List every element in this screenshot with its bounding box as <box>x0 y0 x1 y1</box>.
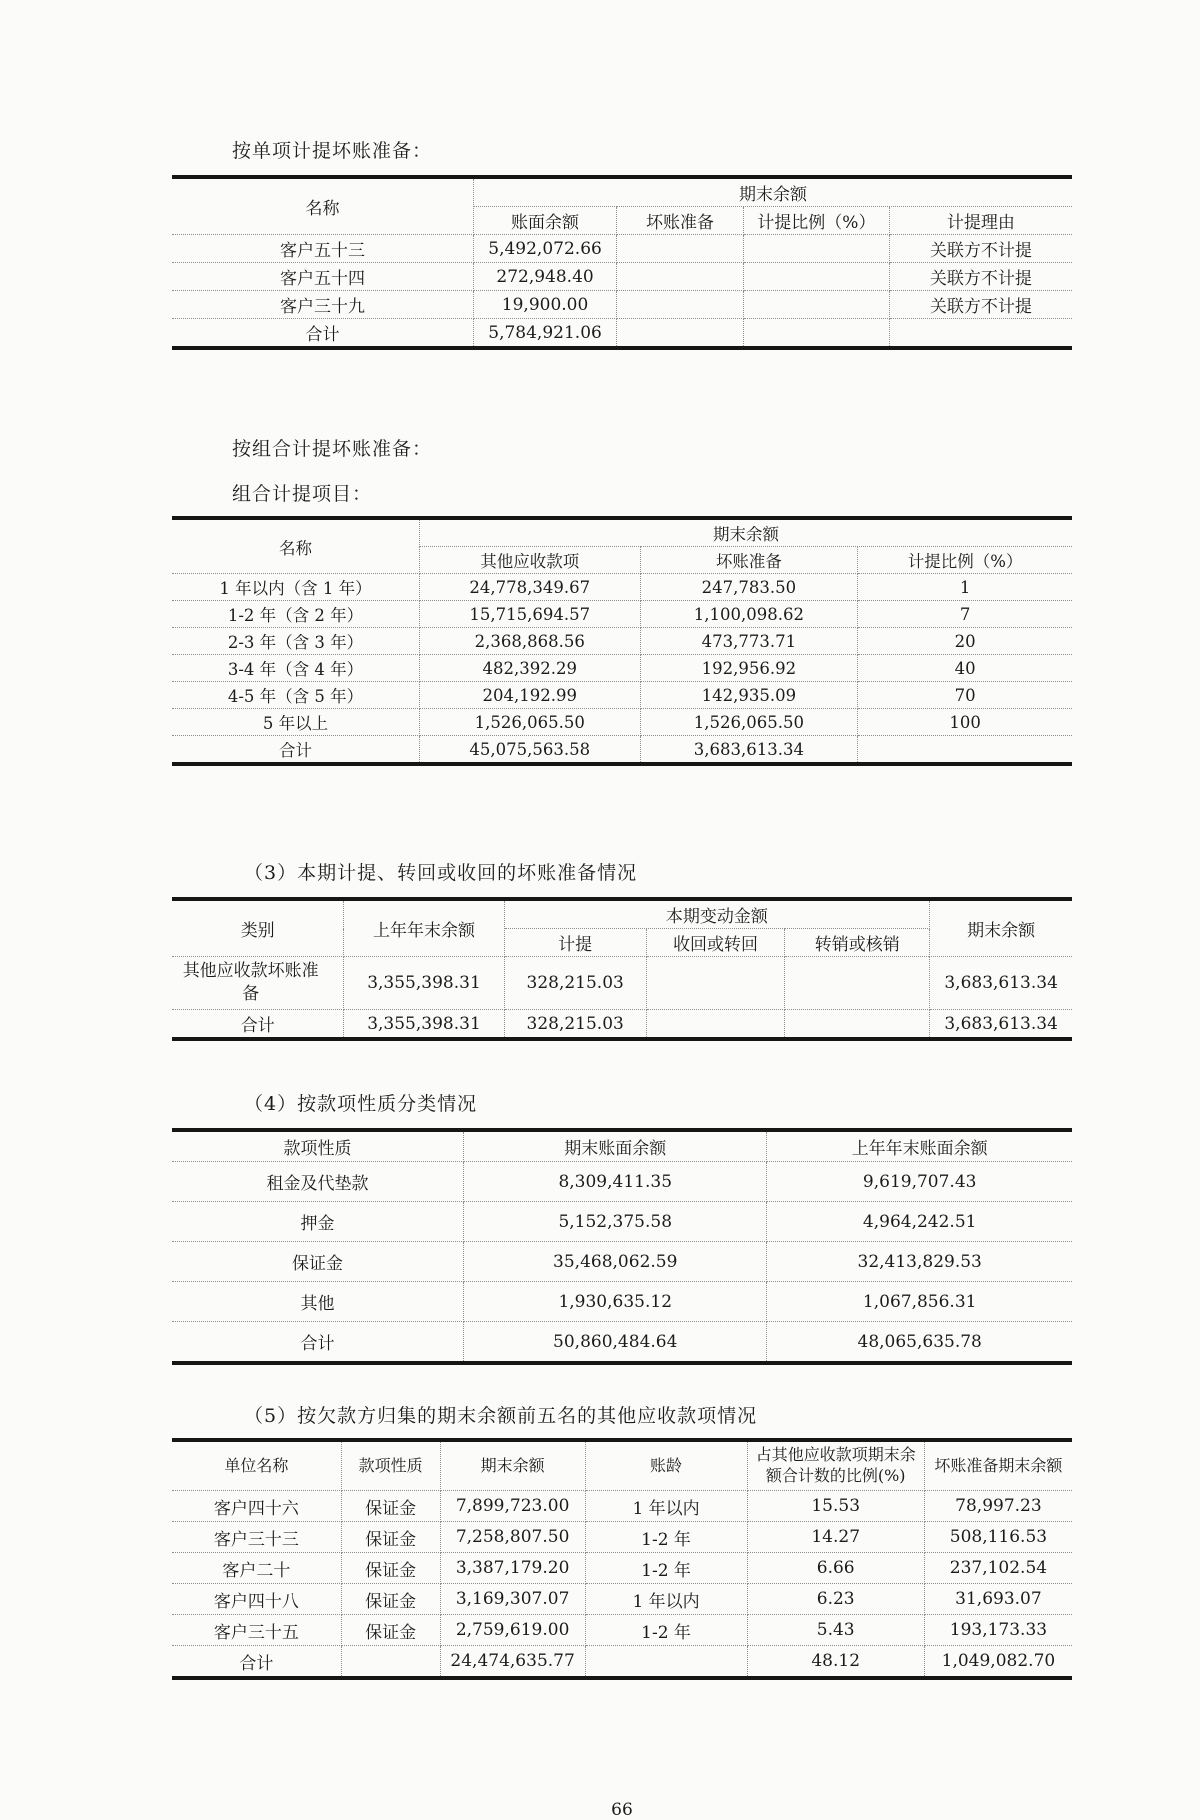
cell-ratio-of-total: 5.43 <box>747 1615 924 1646</box>
cell-provision-ratio <box>743 291 889 319</box>
cell-prior-year-balance: 3,355,398.31 <box>344 957 504 1010</box>
col-header-entity-name: 单位名称 <box>172 1440 341 1491</box>
cell-provision-ending-balance: 78,997.23 <box>924 1491 1072 1522</box>
cell-nature: 保证金 <box>172 1242 464 1282</box>
cell-total-book-balance: 5,784,921.06 <box>474 319 617 349</box>
cell-total-provision-reason <box>889 319 1072 349</box>
table-row <box>172 1615 1072 1646</box>
section-heading-nature-classification: （4）按款项性质分类情况 <box>244 1093 478 1115</box>
cell-book-balance: 272,948.40 <box>474 263 617 291</box>
cell-prior-year-book-balance: 9,619,707.43 <box>767 1162 1072 1202</box>
cell-aging: 1 年以内 <box>585 1491 747 1522</box>
cell-total-nature <box>341 1646 440 1679</box>
table-row <box>172 263 1072 291</box>
cell-aging-band: 5 年以上 <box>172 709 420 736</box>
col-header-ending-balance-group: 期末余额 <box>474 177 1073 207</box>
cell-provision-reason: 关联方不计提 <box>889 235 1072 263</box>
cell-prior-year-book-balance: 32,413,829.53 <box>767 1242 1072 1282</box>
cell-category: 其他应收款坏账准备 <box>172 957 344 1010</box>
table-total-row <box>172 736 1072 765</box>
cell-total-provision-ending-balance: 1,049,082.70 <box>924 1646 1072 1679</box>
cell-other-receivables: 15,715,694.57 <box>420 601 641 628</box>
cell-nature: 保证金 <box>341 1553 440 1584</box>
cell-ending-balance: 3,683,613.34 <box>930 957 1072 1010</box>
cell-nature: 保证金 <box>341 1584 440 1615</box>
cell-ratio-of-total: 14.27 <box>747 1522 924 1553</box>
nature-classification-table <box>172 1128 1072 1365</box>
table-row <box>172 1162 1072 1202</box>
section-heading-individual-provision: 按单项计提坏账准备： <box>232 140 433 162</box>
cell-aging: 1-2 年 <box>585 1553 747 1584</box>
cell-entity-name: 客户三十三 <box>172 1522 341 1553</box>
cell-entity-name: 客户三十五 <box>172 1615 341 1646</box>
col-header-ending-balance-group: 期末余额 <box>420 518 1073 547</box>
table-row <box>172 1491 1072 1522</box>
cell-total-recovered-reversed <box>646 1010 785 1040</box>
table-row <box>172 957 1072 1010</box>
col-header-nature: 款项性质 <box>341 1440 440 1491</box>
cell-provision-ending-balance: 237,102.54 <box>924 1553 1072 1584</box>
table-row <box>172 601 1072 628</box>
cell-provision-ratio: 20 <box>858 628 1072 655</box>
cell-provision-ratio <box>743 235 889 263</box>
col-header-nature: 款项性质 <box>172 1130 464 1162</box>
cell-total-written-off <box>785 1010 930 1040</box>
cell-book-balance: 5,492,072.66 <box>474 235 617 263</box>
cell-bad-debt-provision <box>617 235 744 263</box>
individual-provision-table <box>172 175 1072 350</box>
cell-provision-ratio: 7 <box>858 601 1072 628</box>
cell-aging-band: 1-2 年（含 2 年） <box>172 601 420 628</box>
cell-other-receivables: 482,392.29 <box>420 655 641 682</box>
cell-other-receivables: 1,526,065.50 <box>420 709 641 736</box>
cell-provision-reason: 关联方不计提 <box>889 291 1072 319</box>
cell-ending-book-balance: 35,468,062.59 <box>464 1242 767 1282</box>
cell-entity-name: 客户二十 <box>172 1553 341 1584</box>
col-header-bad-debt-provision: 坏账准备 <box>640 547 858 574</box>
section-subheading-portfolio-items: 组合计提项目： <box>232 483 373 505</box>
table-total-row <box>172 1646 1072 1679</box>
cell-entity-name: 客户四十六 <box>172 1491 341 1522</box>
cell-nature: 保证金 <box>341 1491 440 1522</box>
cell-ratio-of-total: 15.53 <box>747 1491 924 1522</box>
cell-provision-ratio: 70 <box>858 682 1072 709</box>
cell-total-prior-year-book-balance: 48,065,635.78 <box>767 1322 1072 1364</box>
table-row <box>172 1522 1072 1553</box>
cell-customer-name: 客户五十三 <box>172 235 474 263</box>
col-header-ratio-of-total: 占其他应收款项期末余额合计数的比例(%) <box>747 1440 924 1491</box>
table-header-row <box>172 1440 1072 1491</box>
col-header-current-change-group: 本期变动金额 <box>504 899 930 929</box>
cell-total-prior-year-balance: 3,355,398.31 <box>344 1010 504 1040</box>
table-header-row <box>172 899 1072 929</box>
cell-bad-debt-provision: 142,935.09 <box>640 682 858 709</box>
cell-provision-ending-balance: 31,693.07 <box>924 1584 1072 1615</box>
cell-customer-name: 客户三十九 <box>172 291 474 319</box>
cell-aging-band: 2-3 年（含 3 年） <box>172 628 420 655</box>
cell-ratio-of-total: 6.23 <box>747 1584 924 1615</box>
col-header-name: 名称 <box>172 177 474 235</box>
cell-bad-debt-provision: 1,100,098.62 <box>640 601 858 628</box>
cell-nature: 租金及代垫款 <box>172 1162 464 1202</box>
table-row <box>172 682 1072 709</box>
cell-total-label: 合计 <box>172 1322 464 1364</box>
cell-ratio-of-total: 6.66 <box>747 1553 924 1584</box>
cell-total-ending-book-balance: 50,860,484.64 <box>464 1322 767 1364</box>
cell-aging: 1-2 年 <box>585 1522 747 1553</box>
cell-ending-book-balance: 8,309,411.35 <box>464 1162 767 1202</box>
col-header-recovered-reversed: 收回或转回 <box>646 929 785 957</box>
cell-provision-ratio: 100 <box>858 709 1072 736</box>
table-row <box>172 1584 1072 1615</box>
section-heading-provision-movement: （3）本期计提、转回或收回的坏账准备情况 <box>244 862 638 884</box>
cell-provision-ratio: 1 <box>858 574 1072 601</box>
cell-aging: 1 年以内 <box>585 1584 747 1615</box>
section-heading-portfolio-provision: 按组合计提坏账准备： <box>232 438 433 460</box>
col-header-provision-ending-balance: 坏账准备期末余额 <box>924 1440 1072 1491</box>
cell-other-receivables: 204,192.99 <box>420 682 641 709</box>
cell-total-provision-ratio <box>858 736 1072 765</box>
col-header-aging: 账龄 <box>585 1440 747 1491</box>
page-number: 66 <box>611 1800 633 1820</box>
cell-book-balance: 19,900.00 <box>474 291 617 319</box>
cell-provision-ending-balance: 193,173.33 <box>924 1615 1072 1646</box>
top-five-debtors-table <box>172 1438 1072 1680</box>
cell-provision-ratio <box>743 263 889 291</box>
table-header-row <box>172 1130 1072 1162</box>
cell-ending-balance: 2,759,619.00 <box>440 1615 585 1646</box>
cell-bad-debt-provision: 473,773.71 <box>640 628 858 655</box>
portfolio-provision-table <box>172 516 1072 766</box>
cell-total-bad-debt-provision: 3,683,613.34 <box>640 736 858 765</box>
cell-prior-year-book-balance: 1,067,856.31 <box>767 1282 1072 1322</box>
section-heading-top-five-debtors: （5）按欠款方归集的期末余额前五名的其他应收款项情况 <box>244 1405 758 1427</box>
table-row <box>172 1282 1072 1322</box>
col-header-provision-reason: 计提理由 <box>889 207 1072 235</box>
col-header-name: 名称 <box>172 518 420 574</box>
col-header-ending-balance: 期末余额 <box>930 899 1072 957</box>
cell-total-label: 合计 <box>172 1010 344 1040</box>
cell-aging: 1-2 年 <box>585 1615 747 1646</box>
cell-ending-balance: 7,899,723.00 <box>440 1491 585 1522</box>
cell-aging-band: 4-5 年（含 5 年） <box>172 682 420 709</box>
col-header-prior-year-balance: 上年年末余额 <box>344 899 504 957</box>
table-total-row <box>172 1010 1072 1040</box>
cell-total-ending-balance: 24,474,635.77 <box>440 1646 585 1679</box>
cell-aging-band: 3-4 年（含 4 年） <box>172 655 420 682</box>
table-total-row <box>172 319 1072 349</box>
cell-total-bad-debt-provision <box>617 319 744 349</box>
cell-ending-book-balance: 1,930,635.12 <box>464 1282 767 1322</box>
cell-ending-balance: 7,258,807.50 <box>440 1522 585 1553</box>
cell-other-receivables: 2,368,868.56 <box>420 628 641 655</box>
cell-customer-name: 客户五十四 <box>172 263 474 291</box>
table-total-row <box>172 1322 1072 1364</box>
table-row <box>172 574 1072 601</box>
col-header-book-balance: 账面余额 <box>474 207 617 235</box>
provision-movement-table <box>172 897 1072 1041</box>
cell-total-label: 合计 <box>172 736 420 765</box>
col-header-bad-debt-provision: 坏账准备 <box>617 207 744 235</box>
table-row <box>172 1553 1072 1584</box>
cell-total-other-receivables: 45,075,563.58 <box>420 736 641 765</box>
table-header-row <box>172 518 1072 547</box>
table-row <box>172 291 1072 319</box>
cell-accrued: 328,215.03 <box>504 957 646 1010</box>
cell-written-off <box>785 957 930 1010</box>
cell-nature: 保证金 <box>341 1615 440 1646</box>
cell-total-label: 合计 <box>172 1646 341 1679</box>
cell-bad-debt-provision: 192,956.92 <box>640 655 858 682</box>
col-header-provision-ratio: 计提比例（%） <box>858 547 1072 574</box>
table-row <box>172 628 1072 655</box>
cell-total-label: 合计 <box>172 319 474 349</box>
cell-prior-year-book-balance: 4,964,242.51 <box>767 1202 1072 1242</box>
table-row <box>172 1202 1072 1242</box>
table-row <box>172 235 1072 263</box>
cell-ending-balance: 3,169,307.07 <box>440 1584 585 1615</box>
col-header-category: 类别 <box>172 899 344 957</box>
col-header-prior-year-book-balance: 上年年末账面余额 <box>767 1130 1072 1162</box>
cell-total-ratio-of-total: 48.12 <box>747 1646 924 1679</box>
cell-aging-band: 1 年以内（含 1 年） <box>172 574 420 601</box>
cell-other-receivables: 24,778,349.67 <box>420 574 641 601</box>
cell-bad-debt-provision <box>617 263 744 291</box>
cell-nature: 押金 <box>172 1202 464 1242</box>
col-header-other-receivables: 其他应收款项 <box>420 547 641 574</box>
cell-provision-ending-balance: 508,116.53 <box>924 1522 1072 1553</box>
cell-nature: 其他 <box>172 1282 464 1322</box>
cell-total-accrued: 328,215.03 <box>504 1010 646 1040</box>
cell-bad-debt-provision: 247,783.50 <box>640 574 858 601</box>
cell-nature: 保证金 <box>341 1522 440 1553</box>
table-header-row <box>172 177 1072 207</box>
col-header-ending-balance: 期末余额 <box>440 1440 585 1491</box>
cell-total-ending-balance: 3,683,613.34 <box>930 1010 1072 1040</box>
table-row <box>172 709 1072 736</box>
table-row <box>172 1242 1072 1282</box>
col-header-accrued: 计提 <box>504 929 646 957</box>
cell-total-aging <box>585 1646 747 1679</box>
cell-total-provision-ratio <box>743 319 889 349</box>
cell-bad-debt-provision: 1,526,065.50 <box>640 709 858 736</box>
cell-provision-ratio: 40 <box>858 655 1072 682</box>
cell-ending-book-balance: 5,152,375.58 <box>464 1202 767 1242</box>
cell-entity-name: 客户四十八 <box>172 1584 341 1615</box>
cell-bad-debt-provision <box>617 291 744 319</box>
col-header-provision-ratio: 计提比例（%） <box>743 207 889 235</box>
cell-provision-reason: 关联方不计提 <box>889 263 1072 291</box>
table-row <box>172 655 1072 682</box>
cell-ending-balance: 3,387,179.20 <box>440 1553 585 1584</box>
col-header-written-off: 转销或核销 <box>785 929 930 957</box>
cell-recovered-reversed <box>646 957 785 1010</box>
col-header-ending-book-balance: 期末账面余额 <box>464 1130 767 1162</box>
